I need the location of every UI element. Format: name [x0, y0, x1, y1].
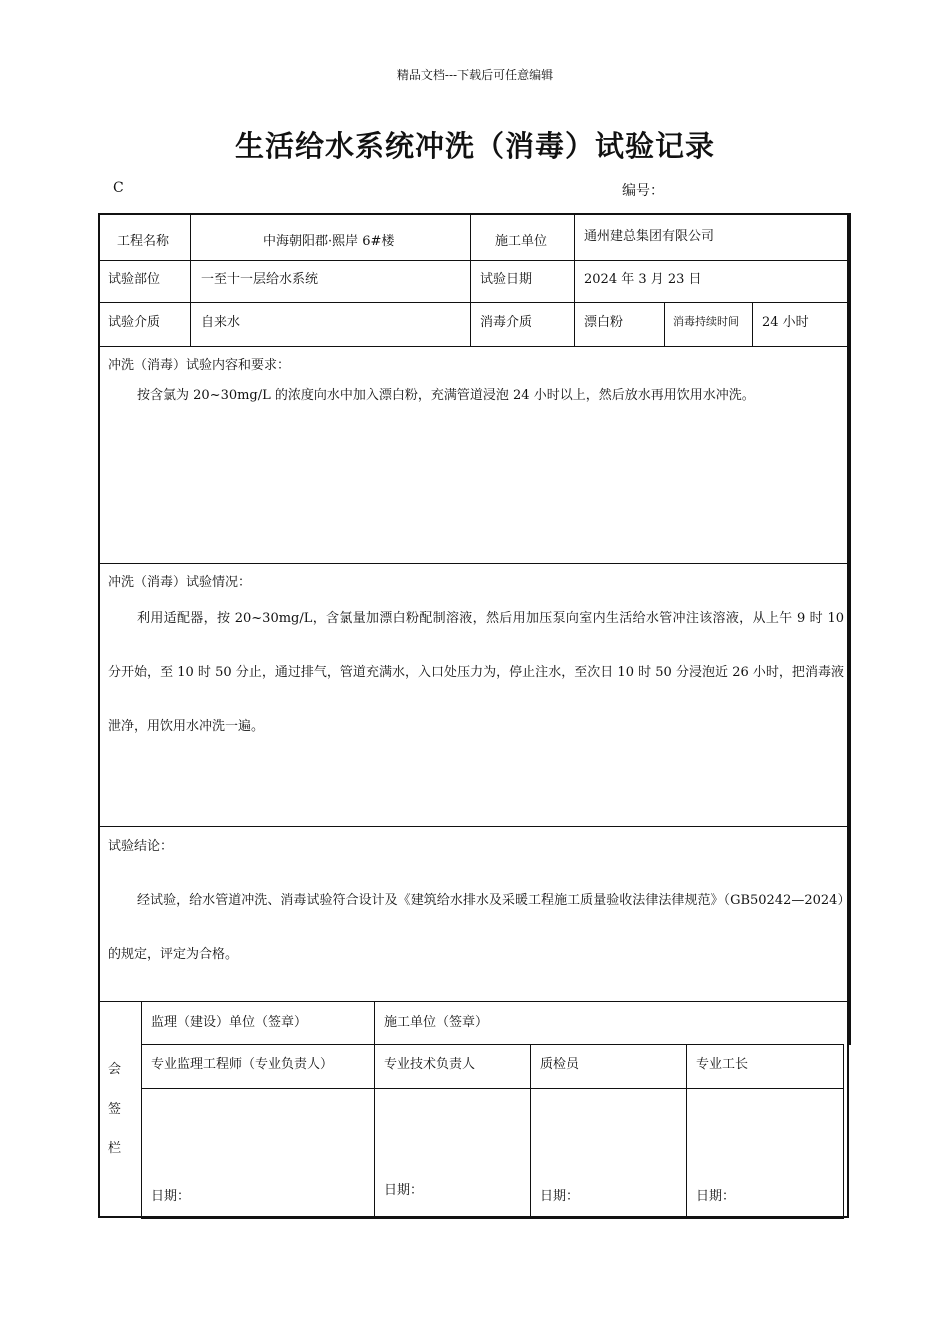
duration-label: 消毒持续时间 [673, 315, 739, 328]
signoff-label-char: 签 [108, 1102, 122, 1117]
row-divider [98, 563, 851, 564]
col-divider [574, 213, 575, 346]
test-part-value: 一至十一层给水系统 [201, 272, 319, 287]
col-divider [141, 1001, 142, 1218]
signoff-date-label: 日期： [540, 1189, 580, 1204]
row-divider [98, 346, 851, 347]
row-divider [141, 1044, 844, 1045]
project-value: 中海朝阳郡·熙岸 6#楼 [263, 234, 395, 249]
test-medium-value: 自来水 [201, 315, 241, 330]
disinfect-medium-label: 消毒介质 [480, 315, 533, 330]
requirements-text: 按含氯为 20~30mg/L 的浓度向水中加入漂白粉，充满管道浸泡 24 小时以上，然后放水再用饮用水冲洗。 [137, 388, 755, 403]
role-technical-lead: 专业技术负责人 [384, 1057, 476, 1072]
test-part-label: 试验部位 [108, 272, 161, 287]
construction-unit-label: 施工单位（签章） [384, 1015, 489, 1030]
frame-right-edge [849, 213, 851, 1045]
col-divider [374, 1001, 375, 1218]
row-divider [98, 826, 851, 827]
record-number-label: 编号： [622, 183, 664, 199]
signoff-date-label: 日期： [151, 1189, 191, 1204]
requirements-heading: 冲洗（消毒）试验内容和要求： [108, 358, 291, 373]
header-note: 精品文档---下载后可任意编辑 [396, 68, 554, 82]
row-divider [141, 1088, 844, 1089]
test-date-label: 试验日期 [480, 272, 533, 287]
duration-value: 24 小时 [762, 315, 809, 330]
role-foreman: 专业工长 [696, 1057, 749, 1072]
role-quality-inspector: 质检员 [540, 1057, 580, 1072]
signoff-date-label: 日期： [384, 1183, 424, 1198]
row-divider [98, 1001, 851, 1002]
signoff-date-label: 日期： [696, 1189, 736, 1204]
supervisor-unit-label: 监理（建设）单位（签章） [151, 1015, 308, 1030]
row-divider [141, 1218, 844, 1219]
col-divider [843, 1044, 844, 1218]
contractor-label: 施工单位 [495, 234, 548, 249]
col-divider [530, 1044, 531, 1218]
test-date-value: 2024 年 3 月 23 日 [584, 272, 702, 287]
row-divider [98, 302, 851, 303]
conclusion-heading: 试验结论： [108, 839, 174, 854]
signoff-label-char: 会 [108, 1062, 122, 1077]
col-divider [470, 213, 471, 346]
test-medium-label: 试验介质 [108, 315, 161, 330]
record-code-prefix: C [113, 180, 124, 196]
situation-heading: 冲洗（消毒）试验情况： [108, 575, 252, 590]
col-divider [664, 302, 665, 346]
col-divider [686, 1044, 687, 1218]
page-title: 生活给水系统冲洗（消毒）试验记录 [234, 129, 715, 163]
col-divider [752, 302, 753, 346]
situation-text: 利用适配器，按 20~30mg/L，含氯量加漂白粉配制溶液，然后用加压泵向室内生活给水管冲注该溶液，从上午 9 时 10 分开始，至 10 时 50 分止，通过排气，管道充满水，入口处压力为，停止注水，至次日 10 时 50 分浸泡近 26 小时，把消毒液泄净，用饮用水冲洗一遍。 [108, 611, 844, 734]
signoff-label-char: 栏 [108, 1141, 122, 1156]
contractor-value: 通州建总集团有限公司 [584, 229, 715, 244]
disinfect-medium-value: 漂白粉 [584, 315, 624, 330]
role-supervisor-engineer: 专业监理工程师（专业负责人） [151, 1057, 334, 1072]
row-divider [98, 260, 851, 261]
conclusion-text: 经试验，给水管道冲洗、消毒试验符合设计及《建筑给水排水及采暖工程施工质量验收法律法律规范》（GB50242—2024）的规定，评定为合格。 [108, 893, 844, 962]
project-label: 工程名称 [117, 234, 170, 249]
col-divider [190, 213, 191, 346]
